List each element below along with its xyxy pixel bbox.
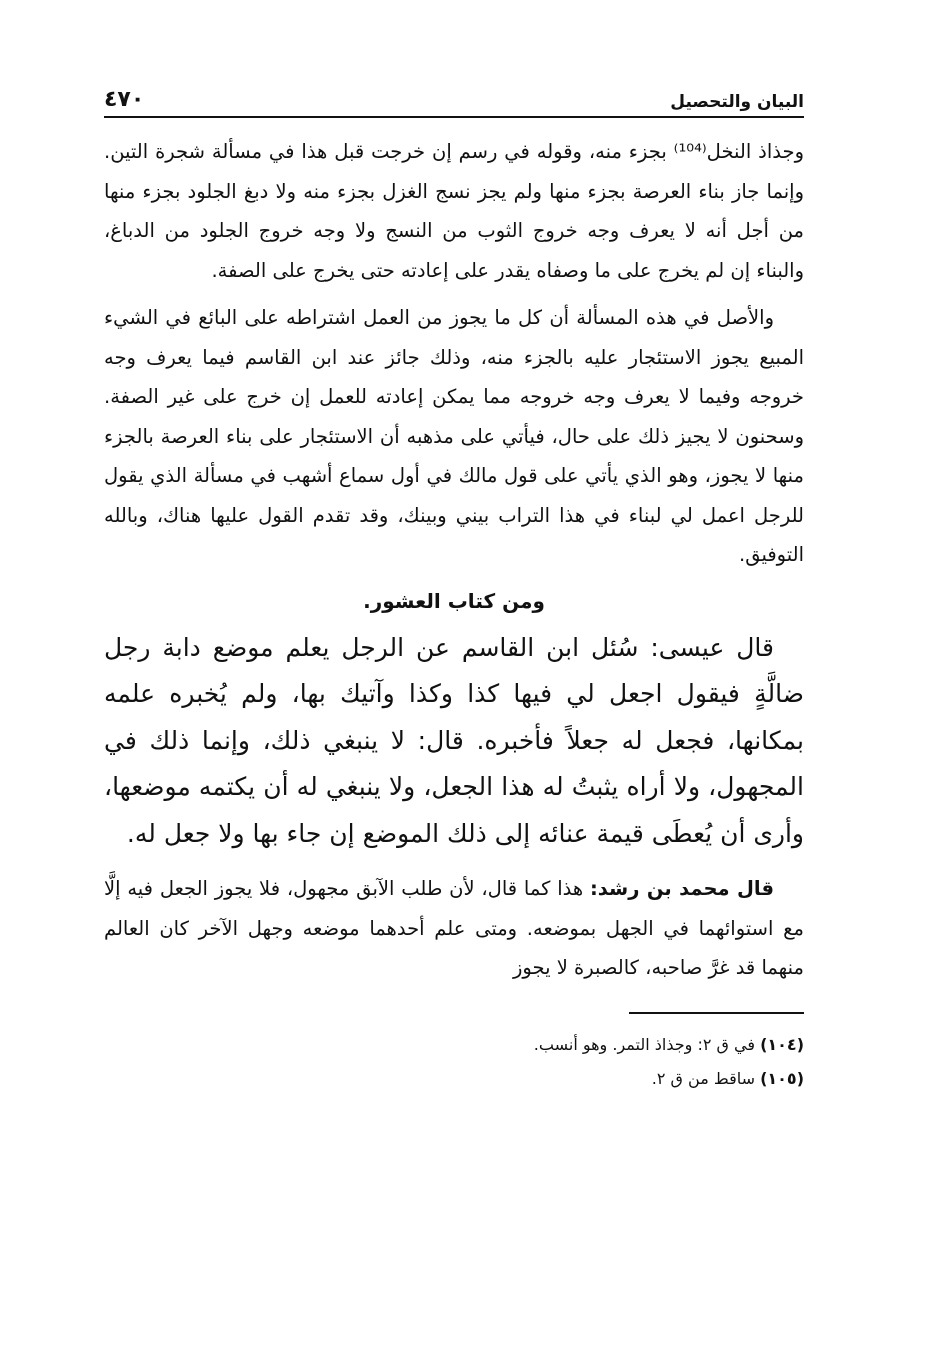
running-head <box>104 82 804 118</box>
paragraph-issa-question: قال عيسى: سُئل ابن القاسم عن الرجل يعلم موضع دابة رجل ضالَّةٍ فيقول اجعل لي فيها كذا وكذا وآتيك بها، ولم يُخبره علمه بمكانها، فجعل له جعلاً فأخبره. قال: لا ينبغي ذلك، وإنما ذلك في المجهول، ولا أراه يثبتُ له هذا الجعل، ولا ينبغي له أن يكتمه موضعها، وأرى أن يُعطَى قيمة عنائه إلى ذلك الموضع إن جاء بها ولا جعل له. <box>104 632 804 848</box>
footnote-text: ساقط من ق ٢. <box>651 1068 761 1088</box>
footnote-text: في ق ٢: وجذاذ التمر. وهو أنسب. <box>533 1034 761 1054</box>
page-number: ٤٧٠ <box>104 87 145 112</box>
paragraph-continuation: وجذاذ النخل⁽¹⁰⁴⁾ بجزء منه، وقوله في رسم إن خرجت قبل هذا في مسألة شجرة التين. وإنما جاز بناء العرصة بجزء منها ولم يجز نسج الغزل بجزء منه ولا دبغ الجلود بجزء منها من أجل أنه لا يعرف وجه خروج الثوب من النسج ولا وجه خروج الجلود من الدباغ، والبناء إن لم يخرج على ما وصفاه يقدر على إعادته حتى يخرج على الصفة. <box>104 140 804 282</box>
paragraph-principle: والأصل في هذه المسألة أن كل ما يجوز من العمل اشتراطه على البائع في الشيء المبيع يجوز الاستئجار عليه بالجزء منه، وذلك جائز عند ابن القاسم فيما يعرف وجه خروجه وفيما لا يعرف وجه خروجه مما يمكن إعادته للعمل إن خرج على غير الصفة. وسحنون لا يجيز ذلك على حال، فيأتي على مذهبه أن الاستئجار على بناء العرصة بالجزء منها لا يجوز، وهو الذي يأتي على قول مالك في أول سماع أشهب في مسألة الذي يقول للرجل اعمل لي لبناء في هذا التراب بيني وبينك، وقد تقدم القول عليها هناك، وبالله التوفيق. <box>104 306 804 566</box>
book-title: البيان والتحصيل <box>670 92 804 112</box>
commentary-text: هذا كما قال، لأن طلب الآبق مجهول، فلا يجوز الجعل فيه إلَّا مع استوائهما في الجهل بموضعه. ومتى علم أحدهما موضعه وجهل الآخر كان العالم منهما قد غرَّ صاحبه، كالصبرة لا يجوز <box>104 877 804 979</box>
footnote-number: (١٠٥) <box>760 1068 804 1088</box>
paragraph-ibn-rushd <box>104 869 804 988</box>
footnote-104 <box>104 1028 804 1062</box>
footnote-number: (١٠٤) <box>760 1034 804 1054</box>
footnote-105 <box>104 1062 804 1096</box>
footnote-separator <box>629 1012 804 1014</box>
speaker-label: قال محمد بن رشد: <box>589 877 774 900</box>
section-heading: ومن كتاب العشور. <box>363 588 545 613</box>
book-page <box>104 82 804 1096</box>
footnotes <box>104 1028 804 1096</box>
